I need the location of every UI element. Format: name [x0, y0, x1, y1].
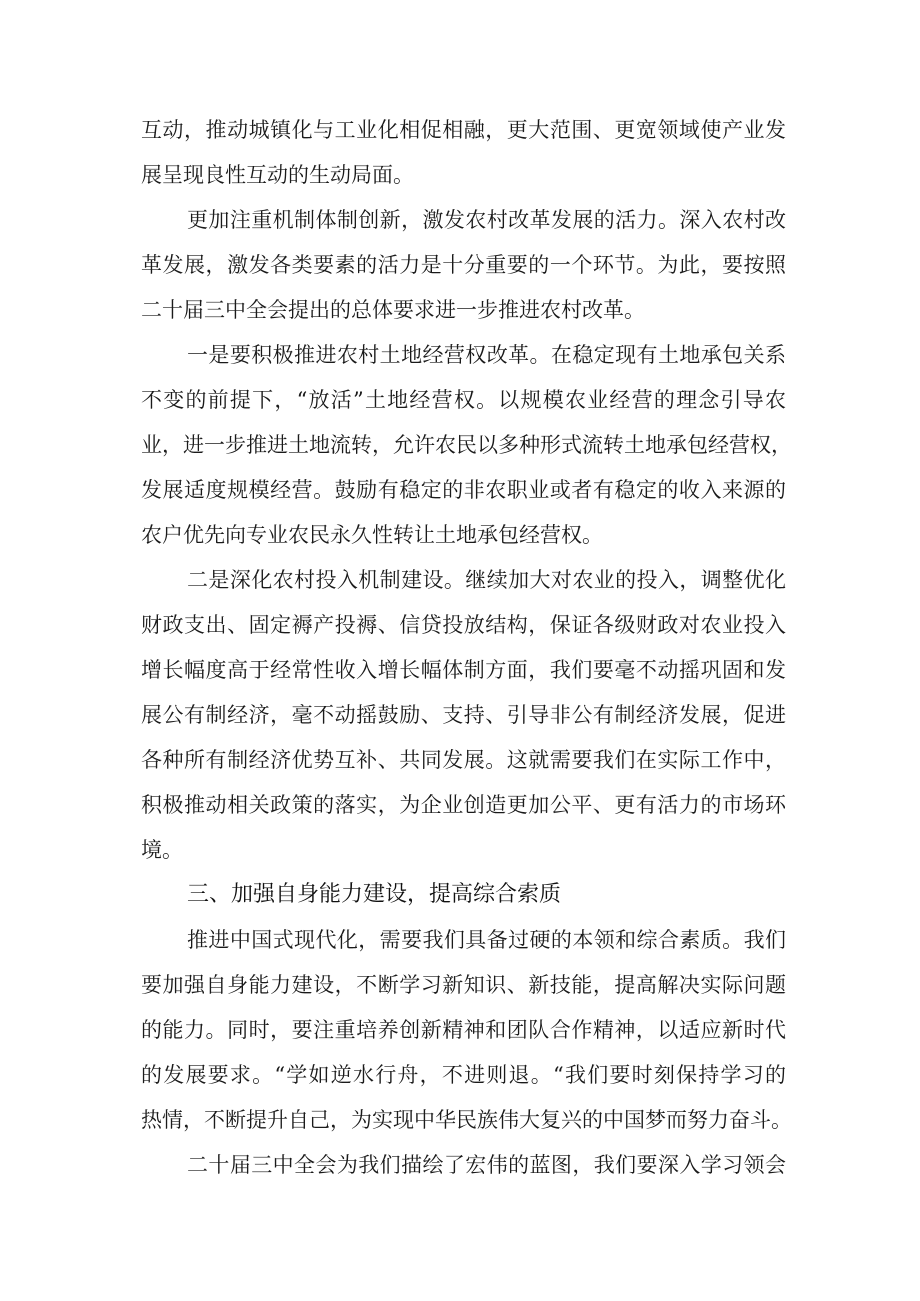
text-line: 增长幅度高于经常性收入增长幅体制方面，我们要毫不动摇巩固和发	[141, 658, 786, 682]
paragraph-start-line: 推进中国式现代化，需要我们具备过硬的本领和综合素质。我们	[187, 928, 786, 952]
text-line: 热情，不断提升自己，为实现中华民族伟大复兴的中国梦而努力奋斗。	[141, 1108, 792, 1132]
text-line: 的发展要求。“学如逆水行舟，不进则退。“我们要时刻保持学习的	[141, 1063, 786, 1087]
text-line: 境。	[141, 838, 183, 862]
text-line: 各种所有制经济优势互补、共同发展。这就需要我们在实际工作中，	[141, 748, 786, 772]
paragraph-start-line: 二十届三中全会为我们描绘了宏伟的蓝图，我们要深入学习领会	[187, 1153, 786, 1177]
paragraph-start-line: 更加注重机制体制创新，激发农村改革发展的活力。深入农村改	[187, 208, 786, 232]
paragraph-start-line: 一是要积极推进农村土地经营权改革。在稳定现有土地承包关系	[187, 343, 786, 367]
text-line: 互动，推动城镇化与工业化相促相融，更大范围、更宽领域使产业发	[141, 118, 786, 142]
text-line: 财政支出、固定褥产投褥、信贷投放结构，保证各级财政对农业投入	[141, 613, 786, 637]
text-line: 的能力。同时，要注重培养创新精神和团队合作精神，以适应新时代	[141, 1018, 786, 1042]
text-line: 二十届三中全会提出的总体要求进一步推进农村改革。	[141, 298, 645, 322]
text-line: 要加强自身能力建设，不断学习新知识、新技能，提高解决实际问题	[141, 973, 786, 997]
text-line: 业，进一步推进土地流转，允许农民以多种形式流转土地承包经营权，	[141, 433, 792, 457]
section-heading: 三、加强自身能力建设，提高综合索质	[187, 882, 562, 907]
paragraph-start-line: 二是深化农村投入机制建设。继续加大对农业的投入，调整优化	[187, 568, 786, 592]
text-line: 积极推动相关政策的落实，为企业创造更加公平、更有活力的市场环	[141, 793, 786, 817]
text-line: 不变的前提下，“放活”土地经营权。以规模农业经营的理念引导农	[141, 388, 786, 412]
text-line: 展公有制经济，毫不动摇鼓励、支持、引导非公有制经济发展，促进	[141, 703, 786, 727]
text-line: 发展适度规模经营。鼓励有稳定的非农职业或者有稳定的收入来源的	[141, 478, 786, 502]
text-line: 农户优先向专业农民永久性转让土地承包经营权。	[141, 523, 603, 547]
text-line: 革发展，激发各类要素的活力是十分重要的一个环节。为此，要按照	[141, 253, 786, 277]
text-line: 展呈现良性互动的生动局面。	[141, 163, 414, 187]
